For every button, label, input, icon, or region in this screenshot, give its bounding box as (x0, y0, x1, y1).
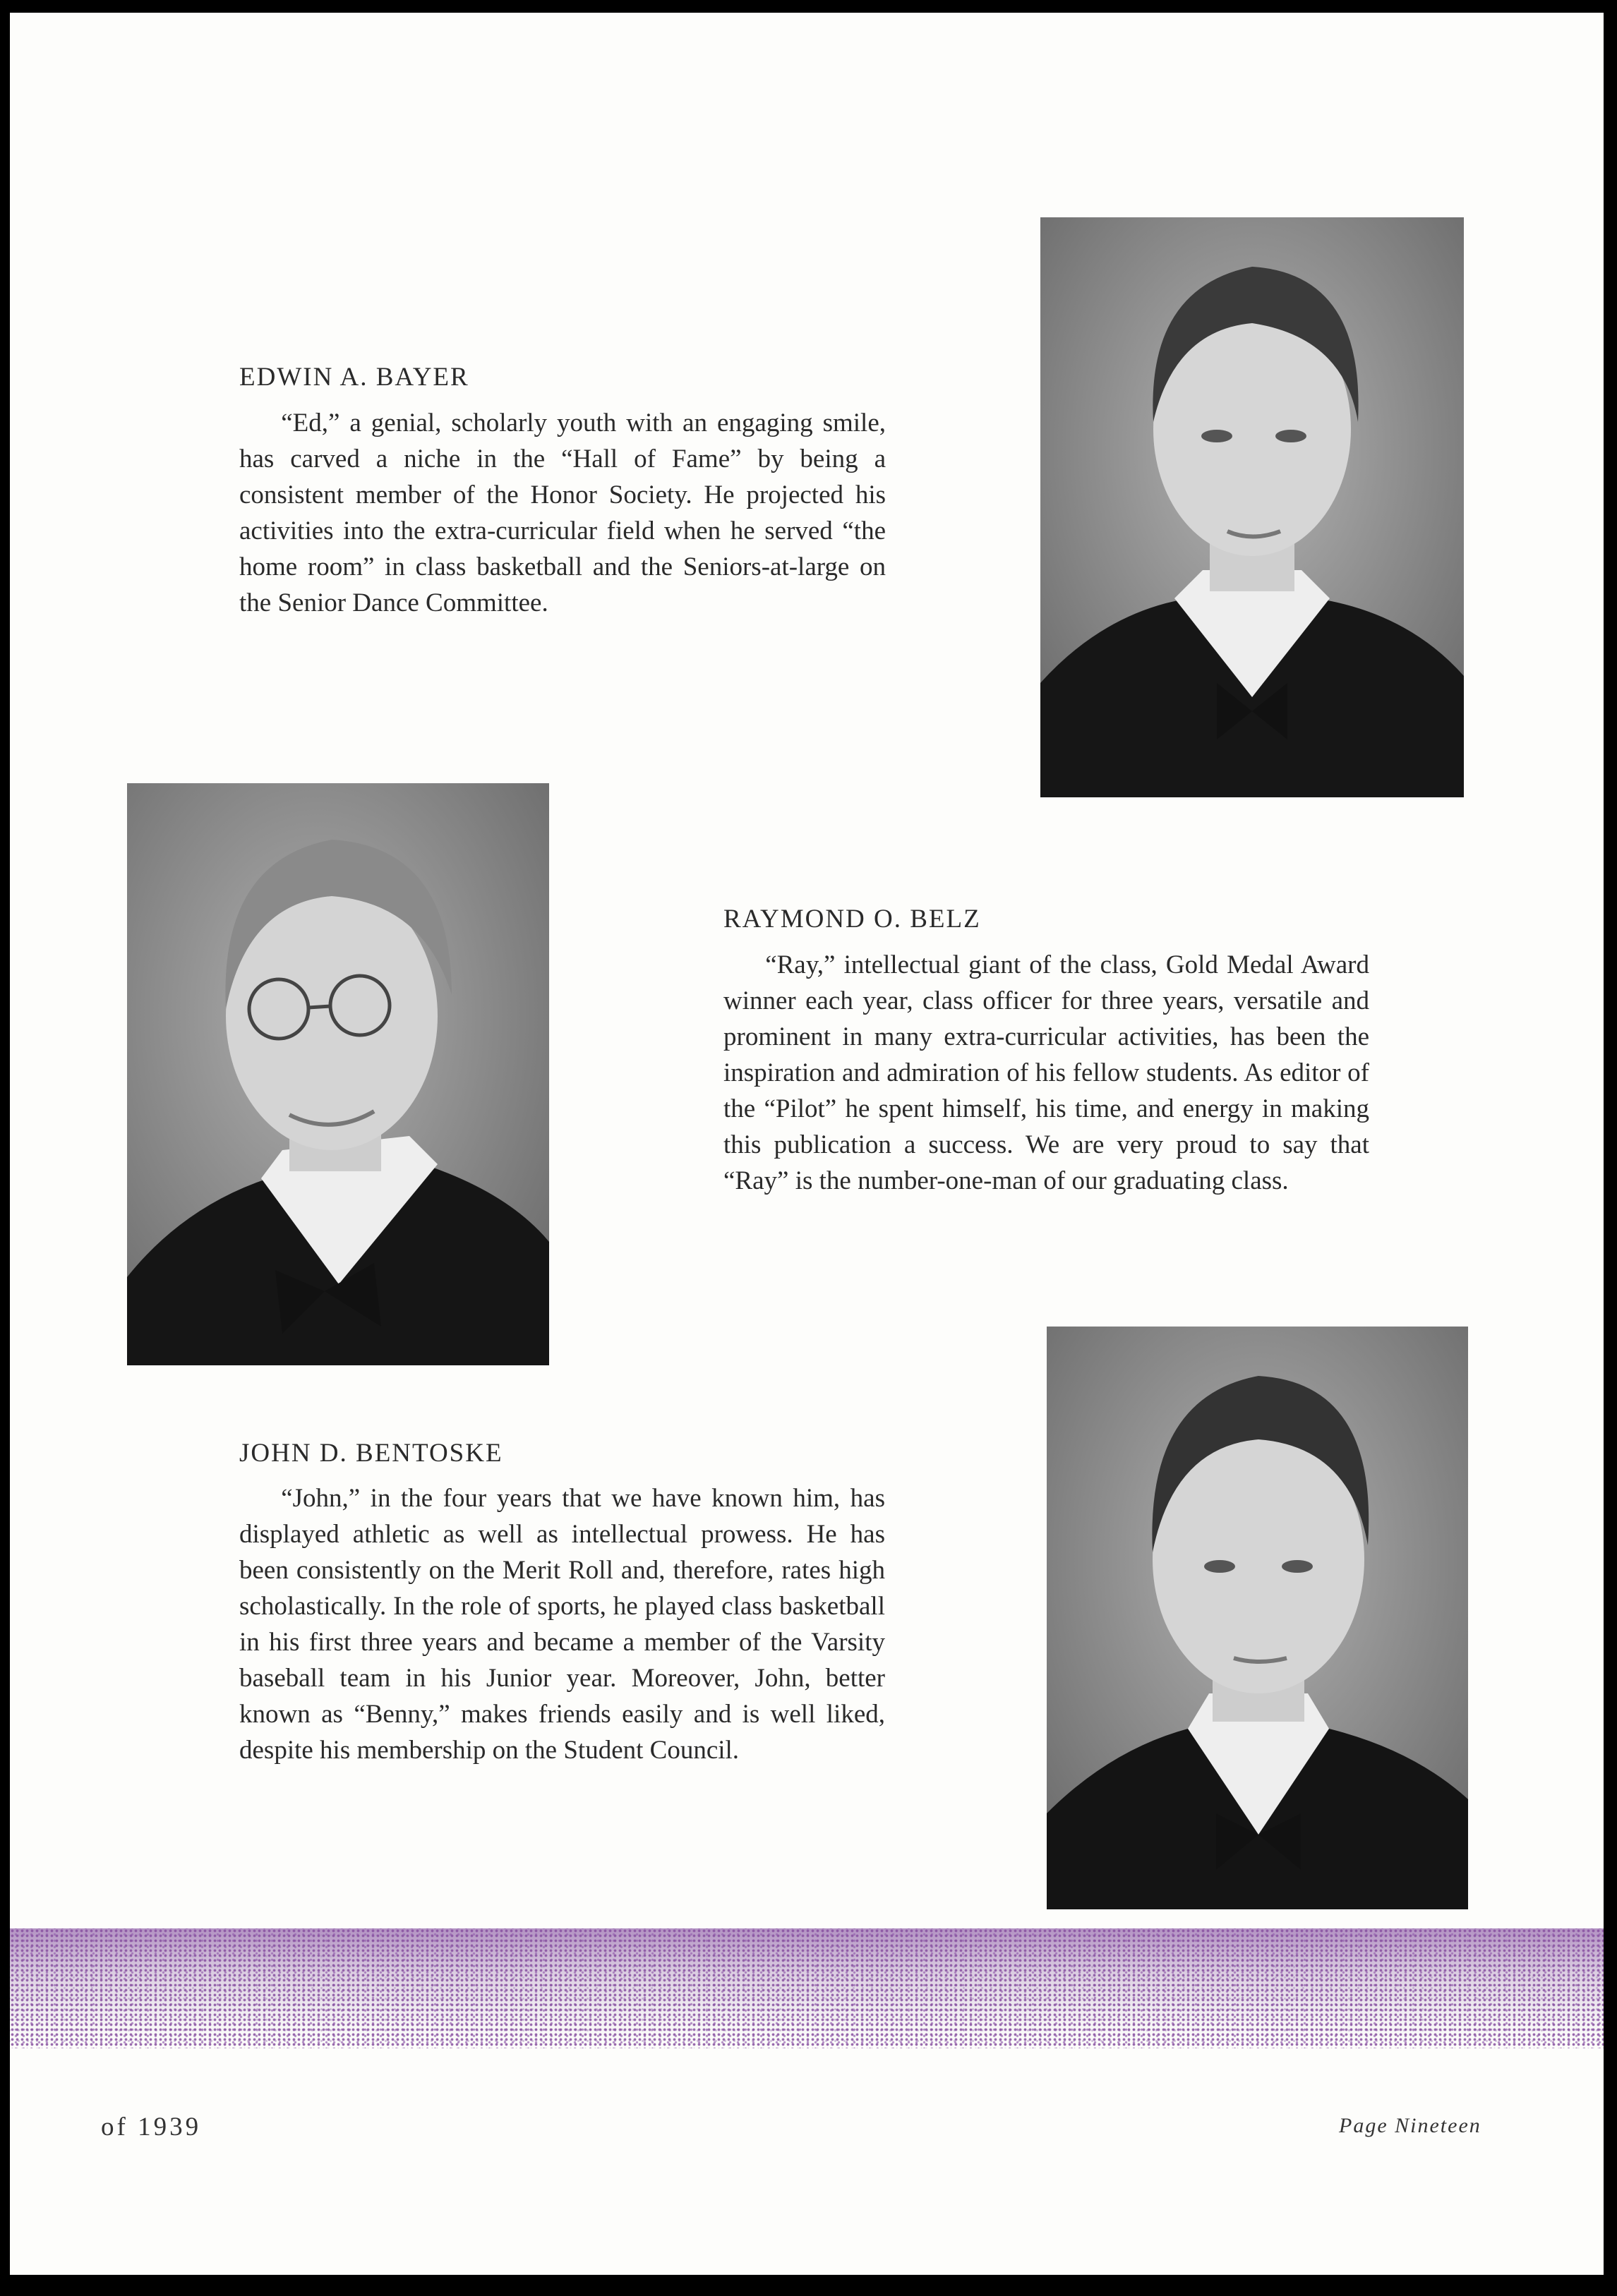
portrait-photo-bentoske (1047, 1327, 1468, 1909)
footer-page-number: Page Nineteen (1339, 2114, 1481, 2137)
student-name-bayer: EDWIN A. BAYER (239, 363, 469, 392)
yearbook-page (10, 13, 1604, 2275)
student-name-belz: RAYMOND O. BELZ (723, 905, 981, 933)
student-bio-belz: “Ray,” intellectual giant of the class, Gold Medal Award winner each year, class officer for three years, versatile and prominent in many extra-curricular activities, has been the inspiration and admiration of his fellow students. As editor of the “Pilot” he spent himself, his time, and energy in making this publication a success. We are very proud to say that “Ray” is the number-one-man of our graduating class. (723, 950, 1369, 1195)
footer-class-year: of 1939 (101, 2113, 202, 2141)
portrait-photo-bayer (1040, 217, 1464, 797)
student-bio-bentoske: “John,” in the four years that we have known him, has displayed athletic as well as intellectual prowess. He has been consistently on the Merit Roll and, therefore, rates high scholastically. In the role of sports, he played class basketball in his first three years and became a member of the Varsity baseball team in his Junior year. Moreover, John, better known as “Benny,” makes friends easily and is well liked, despite his membership on the Student Council. (239, 1484, 885, 1765)
portrait-photo-belz (127, 783, 549, 1365)
student-bio-bayer: “Ed,” a genial, scholarly youth with an engaging smile, has carved a niche in the “Hall of Fame” by being a consistent member of the Honor Society. He projected his activities into the extra-curricular field when he served “the home room” in class basketball and the Seniors-at-large on the Senior Dance Committee. (239, 409, 886, 617)
student-name-bentoske: JOHN D. BENTOSKE (239, 1439, 503, 1468)
decorative-stipple-band (10, 1928, 1604, 2048)
